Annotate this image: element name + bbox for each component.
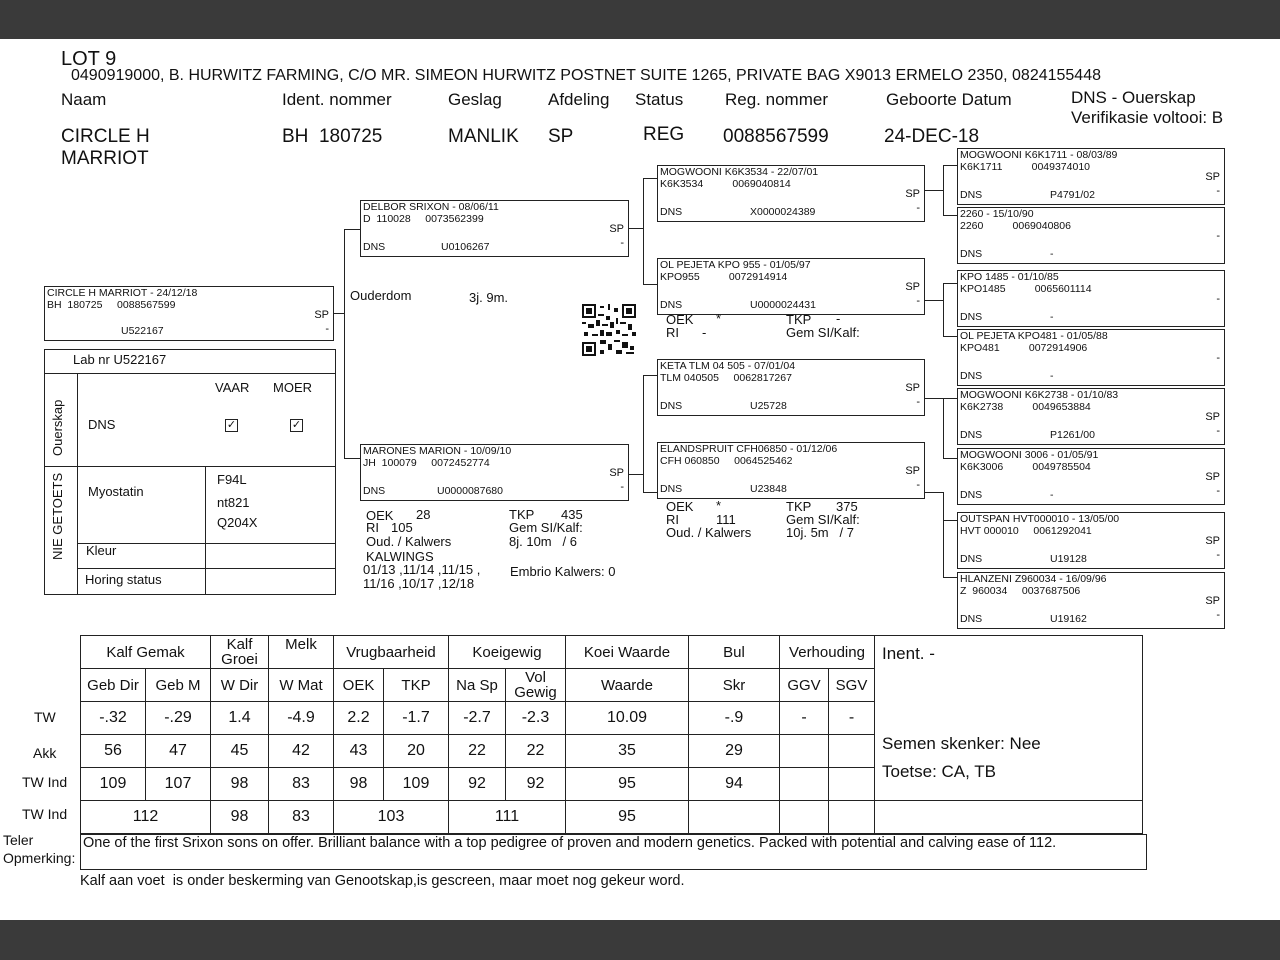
tw-cell: -4.9	[269, 702, 334, 735]
dam-gem-label: Gem SI/Kalf:	[509, 520, 583, 535]
group-bul: Bul	[689, 636, 780, 669]
dam-title: MARONES MARION - 10/09/10	[363, 445, 512, 457]
lab-nr: Lab nr U522167	[73, 352, 167, 367]
gp4-tkp-value: 375	[836, 499, 858, 514]
gp-title: KETA TLM 04 505 - 07/01/04	[660, 360, 796, 372]
value-naam-2: MARRIOT	[61, 148, 149, 169]
twind-cell: 95	[566, 768, 689, 801]
tw-cell: -.32	[81, 702, 146, 735]
lab-box	[44, 349, 336, 595]
dam-oek-value: 28	[416, 507, 431, 522]
empty-cell	[875, 801, 1143, 834]
twind-cell: 94	[689, 768, 780, 801]
group-koei-waarde: Koei Waarde	[566, 636, 689, 669]
gp-sp: SP	[905, 465, 920, 477]
twind-cell	[780, 768, 829, 801]
opmerking-label: Opmerking:	[3, 850, 76, 866]
lab-vaar: VAAR	[215, 380, 250, 395]
gp-dns: DNS	[660, 483, 683, 496]
tw-cell: -.9	[689, 702, 780, 735]
gp-dns: DNS	[660, 299, 683, 312]
ggp-dns: DNS	[960, 370, 983, 383]
ouderdom-label: Ouderdom	[350, 288, 412, 303]
gp-box	[657, 359, 925, 416]
dam-dash: -	[620, 481, 624, 493]
subject-dna: U522167	[121, 325, 164, 338]
ggp-dash: -	[1216, 425, 1220, 437]
bottom-bar	[0, 920, 1280, 960]
group-verhouding: Verhouding	[780, 636, 875, 669]
ouderdom-value: 3j. 9m.	[469, 290, 509, 305]
gp4-oek-value: *	[716, 498, 722, 513]
info-panel	[875, 636, 1143, 801]
ggp-sp: SP	[1205, 171, 1220, 183]
group-kalf-groei: Kalf Groei	[211, 636, 269, 669]
ggp-code: -	[1050, 311, 1054, 324]
twind2-cell: 112	[81, 801, 211, 834]
twind2-cell: 98	[211, 801, 269, 834]
value-reg: 0088567599	[723, 126, 829, 147]
ggp-dash: -	[1216, 485, 1220, 497]
akk-cell: 45	[211, 735, 269, 768]
ggp-id: KPO1485 0065601114	[960, 283, 1092, 295]
twind-cell: 92	[506, 768, 566, 801]
ggp-dash: -	[1216, 549, 1220, 561]
ggp-code: U19162	[1050, 613, 1087, 626]
label-dns: DNS - Ouerskap	[1071, 88, 1196, 107]
ggp-box	[957, 329, 1225, 386]
row-label-twind-2: TW Ind	[22, 806, 68, 822]
ggp-code: -	[1050, 370, 1054, 383]
akk-cell	[829, 735, 875, 768]
sub-skr: Skr	[689, 669, 780, 702]
gp-dash: -	[916, 295, 920, 307]
owner-line: 0490919000, B. HURWITZ FARMING, C/O MR. SIMEON HURWITZ POSTNET SUITE 1265, PRIVATE BAG X9013 ERMELO 2350, 0824155448	[71, 67, 1101, 84]
gp4-ri-value: 111	[716, 512, 736, 527]
tw-cell: -.29	[146, 702, 211, 735]
nie-getoets-label: NIE GETOETS	[50, 472, 65, 560]
embrio-kalwers: Embrio Kalwers: 0	[510, 564, 616, 579]
ggp-dns: DNS	[960, 429, 983, 442]
akk-cell: 29	[689, 735, 780, 768]
sire-sp: SP	[609, 223, 624, 235]
label-geboorte: Geboorte Datum	[886, 90, 1012, 109]
gp-id: K6K3534 0069040814	[660, 178, 791, 190]
sub-geb-dir: Geb Dir	[81, 669, 146, 702]
gp-dns: DNS	[660, 400, 683, 413]
ggp-dns: DNS	[960, 613, 983, 626]
sire-id: D 110028 0073562399	[363, 213, 484, 225]
gp-sp: SP	[905, 281, 920, 293]
gp-title: ELANDSPRUIT CFH06850 - 01/12/06	[660, 443, 838, 455]
empty-cell	[689, 801, 780, 834]
sub-geb-m: Geb M	[146, 669, 211, 702]
ggp-code: -	[1050, 248, 1054, 261]
subject-dash: -	[325, 323, 329, 335]
ggp-code: P4791/02	[1050, 189, 1095, 202]
sire-code: U0106267	[441, 241, 490, 254]
ggp-id: Z 960034 0037687506	[960, 585, 1081, 597]
ggp-id: K6K2738 0049653884	[960, 401, 1091, 413]
inent: Inent. -	[882, 644, 935, 663]
gp2-tkp-label: TKP	[786, 312, 812, 327]
label-geslag: Geslag	[448, 90, 502, 109]
gp-sp: SP	[905, 188, 920, 200]
ggp-box	[957, 448, 1225, 505]
kalwings-line-2: 11/16 ,10/17 ,12/18	[363, 576, 475, 591]
group-vrugbaarheid: Vrugbaarheid	[334, 636, 449, 669]
ggp-dns: DNS	[960, 553, 983, 566]
gp-dns: DNS	[660, 206, 683, 219]
lot-number: LOT 9	[61, 48, 117, 70]
ggp-dash: -	[1216, 609, 1220, 621]
semen-skenker: Semen skenker: Nee	[882, 734, 1041, 753]
toetse: Toetse: CA, TB	[882, 762, 997, 781]
row-label-akk: Akk	[33, 745, 57, 761]
label-naam: Naam	[61, 90, 107, 109]
ggp-code: -	[1050, 489, 1054, 502]
subject-sp: SP	[314, 309, 329, 321]
gp-sp: SP	[905, 382, 920, 394]
ggp-id: KPO481 0072914906	[960, 342, 1088, 354]
group-kalf-gemak: Kalf Gemak	[81, 636, 211, 669]
ggp-code: U19128	[1050, 553, 1087, 566]
sire-dash: -	[620, 237, 624, 249]
gp4-tkp-label: TKP	[786, 499, 812, 514]
ggp-box	[957, 207, 1225, 264]
subject-id: BH 180725 0088567599	[47, 299, 176, 311]
gp2-oek-value: *	[716, 311, 722, 326]
label-verifikasie: Verifikasie voltooi: B	[1071, 108, 1224, 127]
horing-label: Horing status	[85, 572, 162, 587]
ggp-id: HVT 000010 0061292041	[960, 525, 1092, 537]
sub-w-mat: W Mat	[269, 669, 334, 702]
gp2-ri-value: -	[702, 325, 707, 340]
akk-cell: 35	[566, 735, 689, 768]
gp-dash: -	[916, 479, 920, 491]
kalwings-line-1: 01/13 ,11/14 ,11/15 ,	[363, 562, 481, 577]
tw-cell: 1.4	[211, 702, 269, 735]
group-melk: Melk	[269, 636, 334, 669]
qr-code-icon	[582, 304, 636, 356]
tw-cell: -2.3	[506, 702, 566, 735]
row-label-tw: TW	[34, 709, 56, 725]
gp-code: U0000024431	[750, 299, 816, 312]
sire-box	[360, 200, 629, 257]
remarks-box	[80, 834, 1147, 870]
lab-moer: MOER	[273, 380, 312, 395]
gp2-oek-label: OEK	[666, 312, 694, 327]
kalwings-label: KALWINGS	[366, 549, 434, 564]
dam-sp: SP	[609, 467, 624, 479]
dam-tkp-label: TKP	[509, 507, 535, 522]
moer-check-icon: ✓	[291, 419, 302, 431]
remarks-text: One of the first Srixon sons on offer. Brilliant balance with a top pedigree of proven and modern genetics. Packed with potential and calving ease of 112.	[83, 835, 1057, 851]
ggp-dns: DNS	[960, 248, 983, 261]
gp2-tkp-value: -	[836, 311, 841, 326]
tw-cell: -	[829, 702, 875, 735]
kleur-label: Kleur	[86, 543, 117, 558]
ouerskap-label: Ouerskap	[50, 399, 65, 456]
ggp-sp: SP	[1205, 535, 1220, 547]
ggp-box	[957, 512, 1225, 569]
value-ident: BH 180725	[282, 126, 383, 147]
tw-cell: -2.7	[449, 702, 506, 735]
ggp-title: KPO 1485 - 01/10/85	[960, 271, 1059, 283]
myostatin-value-3: Q204X	[217, 515, 258, 530]
ggp-dns: DNS	[960, 489, 983, 502]
top-bar	[0, 0, 1280, 39]
twind-cell: 92	[449, 768, 506, 801]
value-naam-1: CIRCLE H	[61, 126, 150, 147]
sub-oek: OEK	[334, 669, 384, 702]
vaar-check-icon: ✓	[226, 419, 237, 431]
dam-code: U0000087680	[437, 485, 503, 498]
subject-animal-box	[44, 286, 334, 341]
akk-cell: 22	[449, 735, 506, 768]
sub-sgv: SGV	[829, 669, 875, 702]
gp2-ri-label: RI	[666, 325, 679, 340]
twind2-cell: 95	[566, 801, 689, 834]
twind-cell: 109	[384, 768, 449, 801]
twind-cell: 98	[334, 768, 384, 801]
sub-ggv: GGV	[780, 669, 829, 702]
sub-tkp: TKP	[384, 669, 449, 702]
akk-cell: 20	[384, 735, 449, 768]
ggp-title: MOGWOONI 3006 - 01/05/91	[960, 449, 1099, 461]
dam-oek-label: OEK	[366, 508, 394, 523]
dam-oud-label: Oud. / Kalwers	[366, 534, 452, 549]
ggp-sp: SP	[1205, 471, 1220, 483]
sub-waarde: Waarde	[566, 669, 689, 702]
twind-cell: 98	[211, 768, 269, 801]
gp-title: OL PEJETA KPO 955 - 01/05/97	[660, 259, 811, 271]
akk-cell	[780, 735, 829, 768]
group-koeigewig: Koeigewig	[449, 636, 566, 669]
gp-id: TLM 040505 0062817267	[660, 372, 792, 384]
gp-box	[657, 258, 925, 315]
myostatin-value-2: nt821	[217, 495, 250, 510]
twind2-cell: 83	[269, 801, 334, 834]
twind-cell: 83	[269, 768, 334, 801]
ggp-title: HLANZENI Z960034 - 16/09/96	[960, 573, 1107, 585]
twind2-cell: 111	[449, 801, 566, 834]
gp-code: U25728	[750, 400, 787, 413]
value-status: REG	[643, 124, 685, 145]
ggp-dash: -	[1216, 293, 1220, 305]
value-geboorte: 24-DEC-18	[884, 126, 980, 147]
sire-title: DELBOR SRIXON - 08/06/11	[363, 201, 499, 213]
ggp-title: OL PEJETA KPO481 - 01/05/88	[960, 330, 1108, 342]
gp-dash: -	[916, 396, 920, 408]
akk-cell: 42	[269, 735, 334, 768]
twind2-cell: 103	[334, 801, 449, 834]
dam-ri-value: 105	[391, 520, 413, 535]
dam-id: JH 100079 0072452774	[363, 457, 490, 469]
sub-na-sp: Na Sp	[449, 669, 506, 702]
gp-dash: -	[916, 202, 920, 214]
ggp-dash: -	[1216, 185, 1220, 197]
gp4-gem-label: Gem SI/Kalf:	[786, 512, 860, 527]
dam-dns: DNS	[363, 485, 386, 498]
ggp-title: MOGWOONI K6K2738 - 01/10/83	[960, 389, 1119, 401]
akk-cell: 47	[146, 735, 211, 768]
myostatin-value-1: F94L	[217, 472, 247, 487]
ggp-id: K6K3006 0049785504	[960, 461, 1091, 473]
gp-id: KPO955 0072914914	[660, 271, 788, 283]
ggp-title: OUTSPAN HVT000010 - 13/05/00	[960, 513, 1120, 525]
sire-dns: DNS	[363, 241, 386, 254]
footer-note: Kalf aan voet is onder beskerming van Genootskap,is gescreen, maar moet nog gekeur word.	[80, 873, 685, 889]
ggp-box	[957, 148, 1225, 205]
tw-cell: -	[780, 702, 829, 735]
twind-cell: 107	[146, 768, 211, 801]
gp4-ri-label: RI	[666, 512, 679, 527]
ggp-id: K6K1711 0049374010	[960, 161, 1090, 173]
ggp-dns: DNS	[960, 189, 983, 202]
indices-table	[80, 635, 1143, 834]
label-reg: Reg. nommer	[725, 90, 828, 109]
subject-title: CIRCLE H MARRIOT - 24/12/18	[47, 287, 198, 299]
label-ident: Ident. nommer	[282, 90, 392, 109]
ggp-dash: -	[1216, 230, 1220, 242]
ggp-sp: SP	[1205, 595, 1220, 607]
gp4-gem-value: 10j. 5m / 7	[786, 525, 854, 540]
myostatin-label: Myostatin	[88, 484, 144, 499]
ggp-box	[957, 270, 1225, 327]
gp-code: U23848	[750, 483, 787, 496]
teler-label: Teler	[3, 832, 34, 848]
empty-cell	[829, 801, 875, 834]
sub-vol-gewig: Vol Gewig	[506, 669, 566, 702]
ggp-dns: DNS	[960, 311, 983, 324]
gp-code: X0000024389	[750, 206, 816, 219]
gp-title: MOGWOONI K6K3534 - 22/07/01	[660, 166, 819, 178]
ggp-sp: SP	[1205, 411, 1220, 423]
twind-cell	[829, 768, 875, 801]
value-geslag: MANLIK	[448, 126, 519, 147]
tw-cell: -1.7	[384, 702, 449, 735]
akk-cell: 56	[81, 735, 146, 768]
sub-w-dir: W Dir	[211, 669, 269, 702]
ggp-dash: -	[1216, 352, 1220, 364]
gp4-oek-label: OEK	[666, 499, 694, 514]
tw-cell: 2.2	[334, 702, 384, 735]
twind-cell: 109	[81, 768, 146, 801]
dam-gem-value: 8j. 10m / 6	[509, 534, 577, 549]
ggp-title: 2260 - 15/10/90	[960, 208, 1034, 220]
dam-ri-label: RI	[366, 520, 379, 535]
ggp-title: MOGWOONI K6K1711 - 08/03/89	[960, 149, 1118, 161]
gp2-gem-label: Gem SI/Kalf:	[786, 325, 860, 340]
ggp-box	[957, 572, 1225, 629]
label-afdeling: Afdeling	[548, 90, 610, 109]
ggp-box	[957, 388, 1225, 445]
dam-box	[360, 444, 629, 501]
row-label-twind: TW Ind	[22, 774, 68, 790]
ggp-id: 2260 0069040806	[960, 220, 1071, 232]
tw-cell: 10.09	[566, 702, 689, 735]
label-status: Status	[635, 90, 684, 109]
gp-id: CFH 060850 0064525462	[660, 455, 793, 467]
akk-cell: 22	[506, 735, 566, 768]
dam-tkp-value: 435	[561, 507, 583, 522]
empty-cell	[780, 801, 829, 834]
akk-cell: 43	[334, 735, 384, 768]
lab-dns: DNS	[88, 417, 116, 432]
gp-box	[657, 165, 925, 222]
gp4-oud-label: Oud. / Kalwers	[666, 525, 752, 540]
gp-box	[657, 442, 925, 499]
ggp-code: P1261/00	[1050, 429, 1095, 442]
value-afdeling: SP	[548, 126, 574, 147]
